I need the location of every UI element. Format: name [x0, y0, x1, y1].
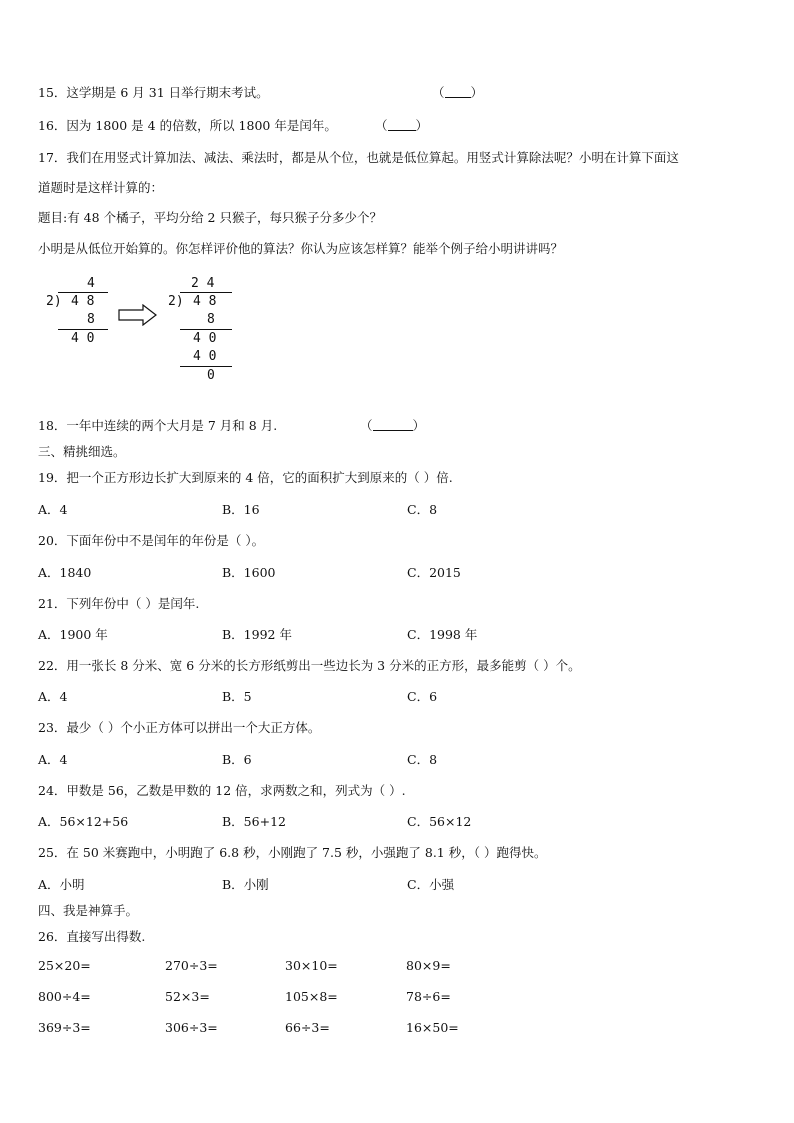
calc-item[interactable]: 369÷3=	[38, 1020, 91, 1035]
question-15-text: 15．这学期是 6 月 31 日举行期末考试。	[38, 85, 269, 100]
option-21-b[interactable]: B．1992 年	[222, 627, 292, 642]
division-left-line	[58, 329, 108, 330]
section-3-heading: 三、精挑细选。	[38, 444, 126, 459]
answer-blank-15[interactable]: （ ）	[432, 85, 484, 100]
division-right-result: 0	[207, 368, 215, 383]
question-22: 22．用一张长 8 分米、宽 6 分米的长方形纸剪出一些边长为 3 分米的正方形，最多能剪（ ）个。	[38, 658, 581, 673]
calc-item[interactable]: 25×20=	[38, 958, 91, 973]
division-left-remainder: 4 0	[71, 331, 95, 346]
question-26: 26．直接写出得数.	[38, 929, 146, 944]
division-left-divisor: 2)	[46, 294, 62, 309]
division-left-quotient: 4	[87, 276, 95, 291]
option-20-c[interactable]: C．2015	[407, 565, 461, 580]
option-23-a[interactable]: A．4	[38, 752, 68, 767]
division-left-dividend: 4 8	[71, 294, 95, 309]
question-19: 19．把一个正方形边长扩大到原来的 4 倍，它的面积扩大到原来的（ ）倍.	[38, 470, 453, 485]
question-25: 25．在 50 米赛跑中，小明跑了 6.8 秒，小刚跑了 7.5 秒，小强跑了 8.1 秒，（ ）跑得快。	[38, 845, 547, 860]
option-22-b[interactable]: B．5	[222, 689, 252, 704]
division-right-bar	[180, 292, 232, 293]
option-23-b[interactable]: B．6	[222, 752, 252, 767]
option-21-c[interactable]: C．1998 年	[407, 627, 478, 642]
question-16-text: 16．因为 1800 是 4 的倍数，所以 1800 年是闰年。	[38, 118, 337, 133]
option-25-a[interactable]: A．小明	[38, 877, 85, 892]
calc-item[interactable]: 66÷3=	[285, 1020, 330, 1035]
question-20: 20．下面年份中不是闰年的年份是（ ）。	[38, 533, 265, 548]
calc-item[interactable]: 52×3=	[165, 989, 210, 1004]
question-24: 24．甲数是 56，乙数是甲数的 12 倍，求两数之和，列式为（ ）.	[38, 783, 406, 798]
calc-item[interactable]: 306÷3=	[165, 1020, 218, 1035]
option-19-b[interactable]: B．16	[222, 502, 260, 517]
option-21-a[interactable]: A．1900 年	[38, 627, 108, 642]
question-17-prompt: 小明是从低位开始算的。你怎样评价他的算法？你认为应该怎样算？能举个例子给小明讲讲吗？	[38, 241, 564, 256]
answer-blank-18[interactable]: （ ）	[360, 418, 426, 433]
option-20-b[interactable]: B．1600	[222, 565, 276, 580]
option-24-b[interactable]: B．56+12	[222, 814, 286, 829]
question-15	[38, 83, 269, 101]
option-19-c[interactable]: C．8	[407, 502, 438, 517]
option-22-c[interactable]: C．6	[407, 689, 438, 704]
question-17-problem: 题目:有 48 个橘子，平均分给 2 只猴子，每只猴子分多少个？	[38, 210, 382, 225]
option-25-b[interactable]: B．小刚	[222, 877, 269, 892]
division-right-step-3: 4 0	[193, 349, 217, 364]
option-23-c[interactable]: C．8	[407, 752, 438, 767]
section-4-heading: 四、我是神算手。	[38, 903, 139, 918]
option-20-a[interactable]: A．1840	[38, 565, 92, 580]
division-right-line-2	[180, 366, 232, 367]
question-21: 21．下列年份中（ ）是闰年.	[38, 596, 200, 611]
question-18-text: 18．一年中连续的两个大月是 7 月和 8 月.	[38, 418, 278, 433]
calc-item[interactable]: 270÷3=	[165, 958, 218, 973]
option-22-a[interactable]: A．4	[38, 689, 68, 704]
arrow-icon	[118, 304, 158, 326]
division-left-step: 8	[87, 312, 95, 327]
division-right-step-1: 8	[207, 312, 215, 327]
division-right-quotient: 2 4	[191, 276, 215, 291]
option-25-c[interactable]: C．小强	[407, 877, 455, 892]
question-17-line-1: 17．我们在用竖式计算加法、减法、乘法时，都是从个位，也就是低位算起。用竖式计算除法呢？小明在计算下面这	[38, 150, 679, 165]
calc-item[interactable]: 16×50=	[406, 1020, 459, 1035]
answer-blank-16[interactable]: （ ）	[375, 118, 429, 133]
calc-item[interactable]: 105×8=	[285, 989, 338, 1004]
question-17-line-2: 道题时是这样计算的：	[38, 180, 164, 195]
division-right-line-1	[180, 329, 232, 330]
question-18	[38, 416, 277, 434]
question-23: 23．最少（ ）个小正方体可以拼出一个大正方体。	[38, 720, 321, 735]
division-right-step-2: 4 0	[193, 331, 217, 346]
calc-item[interactable]: 30×10=	[285, 958, 338, 973]
option-24-a[interactable]: A．56×12+56	[38, 814, 129, 829]
division-right-dividend: 4 8	[193, 294, 217, 309]
division-right-divisor: 2)	[168, 294, 184, 309]
option-24-c[interactable]: C．56×12	[407, 814, 472, 829]
question-16	[38, 116, 337, 134]
calc-item[interactable]: 78÷6=	[406, 989, 451, 1004]
option-19-a[interactable]: A．4	[38, 502, 68, 517]
calc-item[interactable]: 80×9=	[406, 958, 451, 973]
division-left-bar	[58, 292, 108, 293]
calc-item[interactable]: 800÷4=	[38, 989, 91, 1004]
